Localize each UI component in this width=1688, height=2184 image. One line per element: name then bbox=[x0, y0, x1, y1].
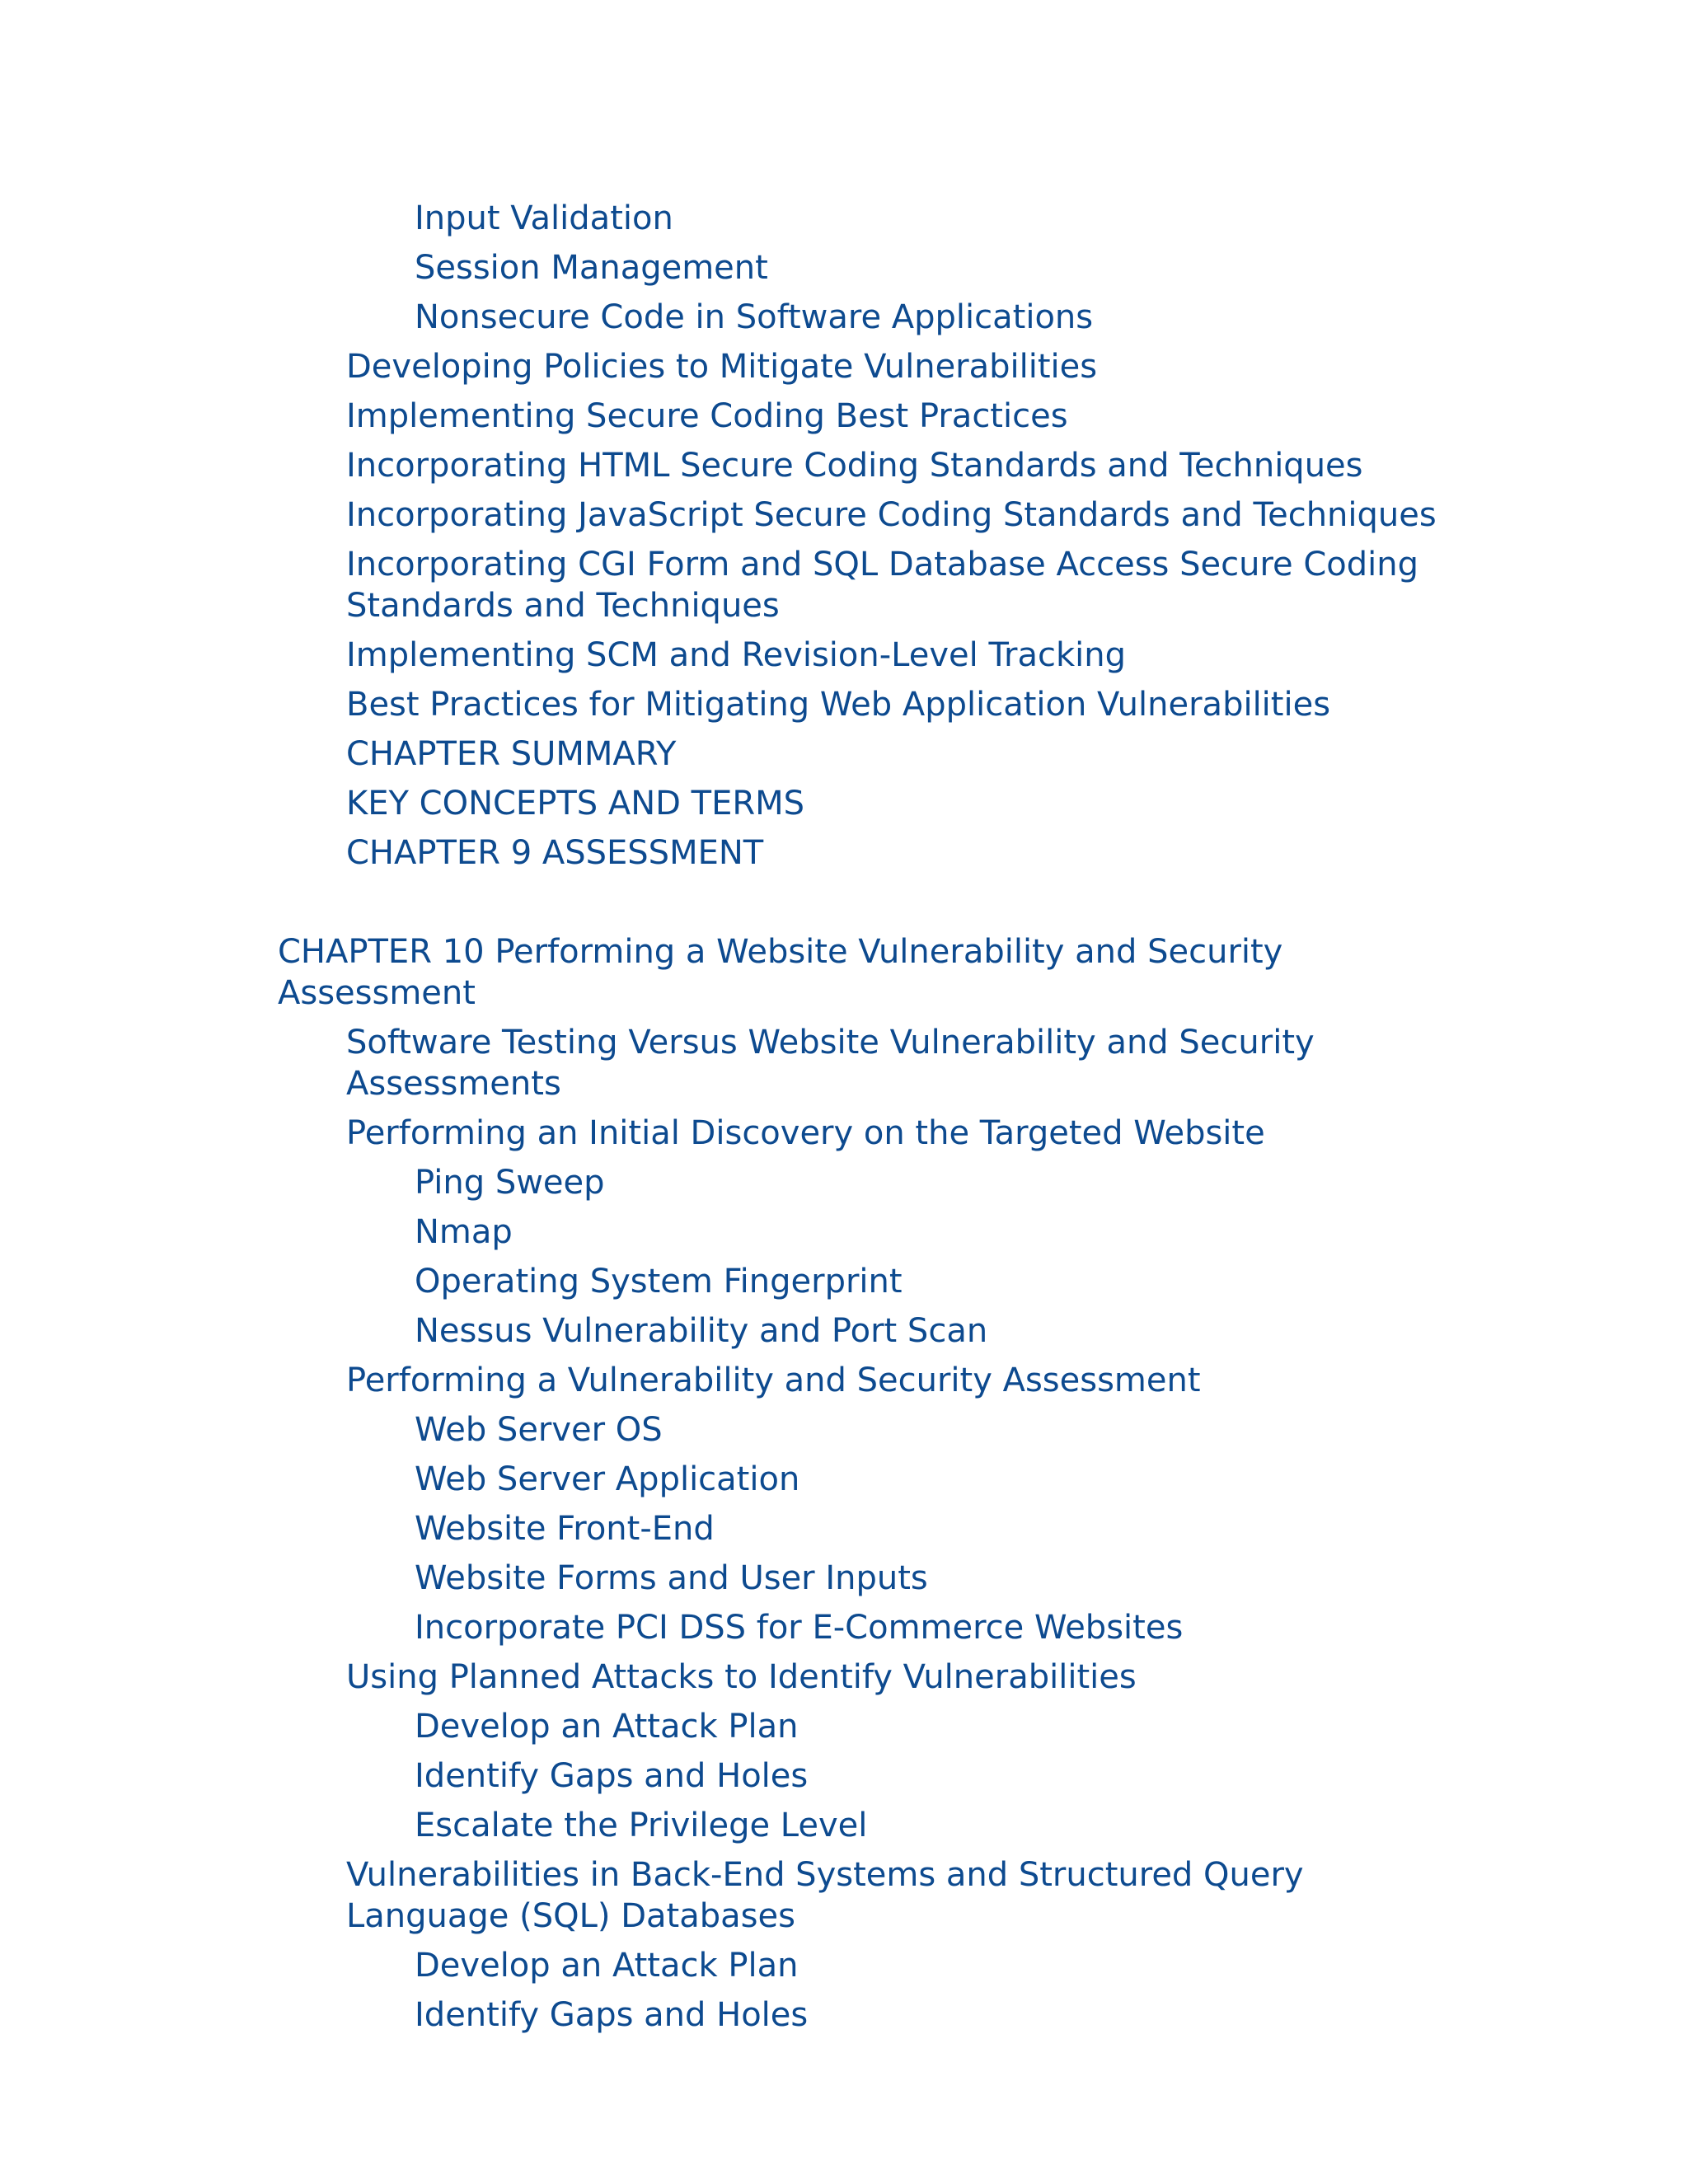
toc-section-link[interactable]: Incorporating JavaScript Secure Coding Standards and Techniques bbox=[346, 496, 1437, 534]
toc-subsection-link[interactable]: Identify Gaps and Holes bbox=[415, 1757, 809, 1795]
toc-subsection-link[interactable]: Web Server OS bbox=[415, 1411, 663, 1449]
toc-section-link[interactable]: Software Testing Versus Website Vulnerability and Security Assessments bbox=[346, 1024, 1315, 1103]
toc-section-link[interactable]: Using Planned Attacks to Identify Vulnerabilities bbox=[346, 1658, 1137, 1696]
toc-subsection-link[interactable]: Escalate the Privilege Level bbox=[415, 1807, 868, 1844]
toc-section-link[interactable]: Best Practices for Mitigating Web Application Vulnerabilities bbox=[346, 686, 1331, 724]
toc-subsection-link[interactable]: Website Front-End bbox=[415, 1510, 715, 1548]
toc-subsection-link[interactable]: Develop an Attack Plan bbox=[415, 1947, 799, 1985]
toc-subsection-link[interactable]: Web Server Application bbox=[415, 1460, 800, 1498]
toc-section-link[interactable]: CHAPTER SUMMARY bbox=[346, 735, 677, 773]
toc-subsection-link[interactable]: Operating System Fingerprint bbox=[415, 1263, 903, 1301]
toc-subsection-link[interactable]: Website Forms and User Inputs bbox=[415, 1559, 928, 1597]
toc-subsection-link[interactable]: Session Management bbox=[415, 249, 768, 287]
toc-section-link[interactable]: Performing an Initial Discovery on the Targeted Website bbox=[346, 1114, 1265, 1152]
toc-section-link[interactable]: Developing Policies to Mitigate Vulnerabilities bbox=[346, 348, 1098, 386]
toc-subsection-link[interactable]: Nonsecure Code in Software Applications bbox=[415, 298, 1094, 336]
toc-section-link[interactable]: KEY CONCEPTS AND TERMS bbox=[346, 785, 805, 823]
toc-section-link[interactable]: Implementing Secure Coding Best Practices bbox=[346, 397, 1068, 435]
toc-section-link[interactable]: Incorporating HTML Secure Coding Standards and Techniques bbox=[346, 447, 1363, 485]
toc-subsection-link[interactable]: Input Validation bbox=[415, 199, 673, 237]
toc-subsection-link[interactable]: Incorporate PCI DSS for E-Commerce Websites bbox=[415, 1609, 1184, 1647]
toc-subsection-link[interactable]: Develop an Attack Plan bbox=[415, 1708, 799, 1746]
toc-section-link[interactable]: Incorporating CGI Form and SQL Database Access Secure Coding Standards and Techniques bbox=[346, 546, 1418, 625]
toc-subsection-link[interactable]: Identify Gaps and Holes bbox=[415, 1996, 809, 2034]
toc-subsection-link[interactable]: Ping Sweep bbox=[415, 1164, 605, 1202]
toc-section-link[interactable]: Performing a Vulnerability and Security Assessment bbox=[346, 1361, 1201, 1399]
toc-section-link[interactable]: Vulnerabilities in Back-End Systems and Structured Query Language (SQL) Databases bbox=[346, 1856, 1304, 1935]
table-of-contents bbox=[0, 198, 1688, 2036]
toc-subsection-link[interactable]: Nessus Vulnerability and Port Scan bbox=[415, 1312, 988, 1350]
toc-chapter-link[interactable]: CHAPTER 10 Performing a Website Vulnerability and Security Assessment bbox=[278, 933, 1283, 1012]
toc-subsection-link[interactable]: Nmap bbox=[415, 1213, 513, 1251]
toc-section-link[interactable]: Implementing SCM and Revision-Level Tracking bbox=[346, 636, 1126, 674]
toc-section-link[interactable]: CHAPTER 9 ASSESSMENT bbox=[346, 834, 764, 872]
